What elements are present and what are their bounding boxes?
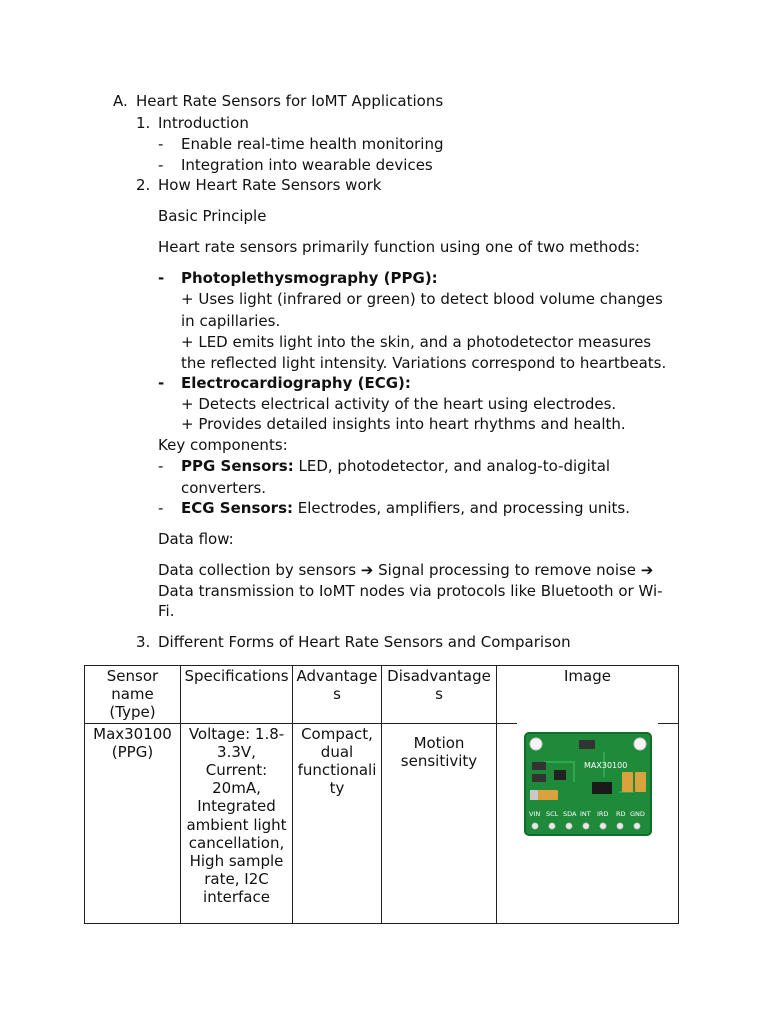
header-sensor-name: Sensor name (Type)	[85, 666, 181, 724]
max30100-board-image	[524, 732, 652, 836]
forms-marker: 3.	[136, 633, 151, 651]
bullet-dash: -	[158, 457, 164, 475]
arrow-right-icon: ➔	[640, 561, 654, 579]
cell-specifications: Voltage: 1.8-3.3V, Current: 20mA, Integrated ambient light cancellation, High sample rate, I2C interface	[181, 723, 293, 923]
component-name: ECG Sensors:	[181, 499, 294, 517]
chip-label: MAX30100	[583, 760, 627, 770]
bullet-dash: -	[158, 156, 164, 174]
component-ecg	[181, 498, 630, 519]
cell-advantages: Compact, dual functionality	[293, 723, 382, 923]
principle-text: Heart rate sensors primarily function using one of two methods:	[158, 238, 640, 256]
method-line: + Provides detailed insights into heart rhythms and health.	[181, 415, 626, 433]
method-line: + LED emits light into the skin, and a photodetector measures	[181, 333, 652, 351]
bullet-dash: -	[158, 374, 165, 392]
data-flow-line-3: Fi.	[158, 602, 175, 620]
component-desc-continued: converters.	[181, 479, 267, 497]
section-marker: A.	[113, 92, 128, 110]
cell-gap	[517, 722, 658, 726]
principle-heading: Basic Principle	[158, 207, 267, 225]
section-title: Heart Rate Sensors for IoMT Applications	[136, 92, 444, 110]
pin-label: INT	[579, 809, 591, 818]
method-name-ppg: Photoplethysmography (PPG):	[181, 269, 438, 287]
header-advantages: Advantages	[293, 666, 382, 724]
method-line: + Uses light (infrared or green) to detect blood volume changes	[181, 290, 663, 308]
pin-label: RD	[615, 809, 626, 818]
bullet-dash: -	[158, 499, 164, 517]
key-components-heading: Key components:	[158, 436, 288, 454]
data-flow-line-1	[158, 560, 653, 581]
header-disadvantages: Disadvantages	[382, 666, 497, 724]
intro-title: Introduction	[158, 114, 249, 132]
data-flow-step: Signal processing to remove noise	[373, 561, 641, 579]
arrow-right-icon: ➔	[360, 561, 374, 579]
pin-label: IRD	[596, 809, 608, 818]
intro-bullet: Enable real-time health monitoring	[181, 135, 444, 153]
method-line: + Detects electrical activity of the heart using electrodes.	[181, 395, 617, 413]
component-ppg	[181, 456, 610, 477]
intro-marker: 1.	[136, 114, 151, 132]
cell-image	[497, 723, 679, 923]
table-header-row	[85, 666, 679, 724]
method-line: in capillaries.	[181, 312, 281, 330]
data-flow-step: Data collection by sensors	[158, 561, 361, 579]
pin-label: VIN	[528, 809, 540, 818]
how-title: How Heart Rate Sensors work	[158, 176, 382, 194]
comparison-table	[84, 665, 679, 924]
component-desc: LED, photodetector, and analog-to-digital	[293, 457, 611, 475]
pin-label: GND	[629, 809, 645, 818]
cell-sensor-name: Max30100 (PPG)	[85, 723, 181, 923]
bullet-dash: -	[158, 269, 165, 287]
pin-label: SDA	[562, 809, 576, 818]
forms-title: Different Forms of Heart Rate Sensors and Comparison	[158, 633, 571, 651]
method-name-ecg: Electrocardiography (ECG):	[181, 374, 411, 392]
bullet-dash: -	[158, 135, 164, 153]
how-marker: 2.	[136, 176, 151, 194]
data-flow-line-2: Data transmission to IoMT nodes via protocols like Bluetooth or Wi-	[158, 582, 663, 600]
header-specifications: Specifications	[181, 666, 293, 724]
pin-label: SCL	[545, 809, 558, 818]
intro-bullet: Integration into wearable devices	[181, 156, 433, 174]
data-flow-heading: Data flow:	[158, 530, 234, 548]
method-line: the reflected light intensity. Variations correspond to heartbeats.	[181, 354, 667, 372]
component-desc: Electrodes, amplifiers, and processing units.	[293, 499, 630, 517]
component-name: PPG Sensors:	[181, 457, 294, 475]
header-image: Image	[497, 666, 679, 724]
cell-disadvantages: Motion sensitivity	[382, 723, 497, 923]
table-row	[85, 723, 679, 923]
